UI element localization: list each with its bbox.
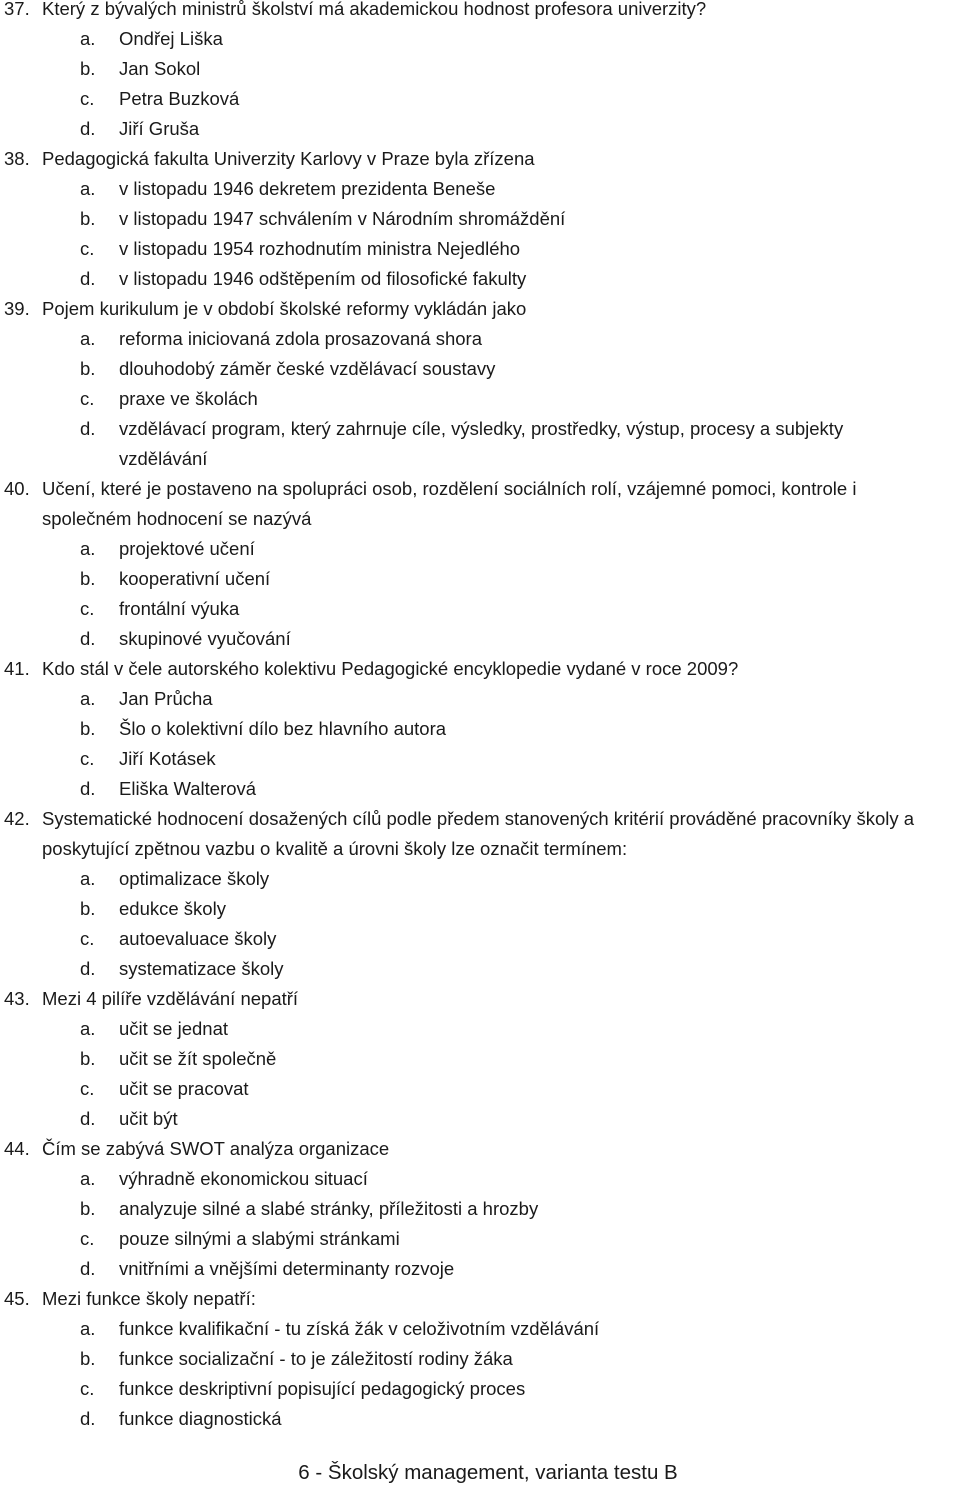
option-text: projektové učení (119, 538, 255, 559)
option-letter: b. (80, 358, 96, 379)
option-letter: c. (80, 1228, 95, 1249)
option-text: analyzuje silné a slabé stránky, příležitosti a hrozby (119, 1198, 539, 1219)
option-letter: c. (80, 928, 95, 949)
option-text: v listopadu 1946 dekretem prezidenta Beneše (119, 178, 496, 199)
option-letter: a. (80, 688, 96, 709)
question-number: 41. (4, 658, 30, 679)
option-text: učit být (119, 1108, 178, 1129)
option-letter: a. (80, 178, 96, 199)
option-text: Šlo o kolektivní dílo bez hlavního autora (119, 718, 447, 739)
option-text: vzdělávací program, který zahrnuje cíle, výsledky, prostředky, výstup, procesy a subjekty (119, 418, 844, 439)
question-number: 40. (4, 478, 30, 499)
option-letter: b. (80, 1198, 96, 1219)
option-letter: b. (80, 898, 96, 919)
question-number: 42. (4, 808, 30, 829)
option-text: funkce kvalifikační - tu získá žák v celoživotním vzdělávání (119, 1318, 600, 1339)
option-letter: c. (80, 1378, 95, 1399)
option-letter: b. (80, 568, 96, 589)
question-text: společném hodnocení se nazývá (42, 508, 312, 529)
option-letter: c. (80, 598, 95, 619)
option-text: v listopadu 1947 schválením v Národním shromáždění (119, 208, 566, 229)
option-text: vzdělávání (119, 448, 208, 469)
option-letter: d. (80, 1258, 96, 1279)
option-letter: c. (80, 748, 95, 769)
option-text: Jan Sokol (119, 58, 201, 79)
option-text: funkce deskriptivní popisující pedagogický proces (119, 1378, 526, 1399)
option-text: v listopadu 1946 odštěpením od filosofické fakulty (119, 268, 527, 289)
option-letter: a. (80, 1318, 96, 1339)
option-letter: b. (80, 208, 96, 229)
option-text: praxe ve školách (119, 388, 258, 409)
option-letter: c. (80, 388, 95, 409)
page-footer: 6 - Školský management, varianta testu B (298, 1461, 678, 1484)
option-text: Jiří Gruša (119, 118, 200, 139)
option-text: skupinové vyučování (119, 628, 291, 649)
option-text: dlouhodobý záměr české vzdělávací soustavy (119, 358, 496, 379)
option-letter: b. (80, 58, 96, 79)
option-letter: a. (80, 538, 96, 559)
option-text: Petra Buzková (119, 88, 240, 109)
question-number: 38. (4, 148, 30, 169)
option-letter: c. (80, 1078, 95, 1099)
option-text: vnitřními a vnějšími determinanty rozvoje (119, 1258, 455, 1279)
question-text: Čím se zabývá SWOT analýza organizace (42, 1138, 390, 1159)
option-text: v listopadu 1954 rozhodnutím ministra Nejedlého (119, 238, 521, 259)
option-letter: d. (80, 268, 96, 289)
option-text: funkce socializační - to je záležitostí rodiny žáka (119, 1348, 513, 1369)
option-letter: d. (80, 958, 96, 979)
question-text: Mezi 4 pilíře vzdělávání nepatří (42, 988, 299, 1009)
option-text: edukce školy (119, 898, 226, 919)
option-letter: a. (80, 28, 96, 49)
question-number: 43. (4, 988, 30, 1009)
option-letter: a. (80, 1168, 96, 1189)
question-text: Který z bývalých ministrů školství má akademickou hodnost profesora univerzity? (42, 0, 707, 19)
option-letter: b. (80, 1048, 96, 1069)
question-number: 39. (4, 298, 30, 319)
option-text: učit se pracovat (119, 1078, 249, 1099)
option-text: Eliška Walterová (119, 778, 257, 799)
option-text: kooperativní učení (119, 568, 271, 589)
question-text: Pojem kurikulum je v období školské reformy vykládán jako (42, 298, 527, 319)
option-text: pouze silnými a slabými stránkami (119, 1228, 400, 1249)
question-number: 45. (4, 1288, 30, 1309)
option-letter: d. (80, 628, 96, 649)
option-letter: a. (80, 1018, 96, 1039)
option-text: optimalizace školy (119, 868, 270, 889)
option-text: Jan Průcha (119, 688, 213, 709)
option-letter: d. (80, 418, 96, 439)
option-letter: c. (80, 88, 95, 109)
question-text: Kdo stál v čele autorského kolektivu Pedagogické encyklopedie vydané v roce 2009? (42, 658, 739, 679)
option-text: Jiří Kotásek (119, 748, 216, 769)
option-text: výhradně ekonomickou situací (119, 1168, 368, 1189)
option-text: učit se jednat (119, 1018, 229, 1039)
question-number: 44. (4, 1138, 30, 1159)
option-letter: d. (80, 118, 96, 139)
option-text: reforma iniciovaná zdola prosazovaná shora (119, 328, 483, 349)
question-text: Pedagogická fakulta Univerzity Karlovy v Praze byla zřízena (42, 148, 535, 169)
question-number: 37. (4, 0, 30, 19)
option-text: funkce diagnostická (119, 1408, 282, 1429)
option-letter: a. (80, 868, 96, 889)
option-text: Ondřej Liška (119, 28, 223, 49)
question-text: Učení, které je postaveno na spolupráci osob, rozdělení sociálních rolí, vzájemné pomoci, kontrole i (42, 478, 857, 499)
option-letter: c. (80, 238, 95, 259)
option-letter: b. (80, 718, 96, 739)
option-letter: d. (80, 778, 96, 799)
question-text: poskytující zpětnou vazbu o kvalitě a úrovni školy lze označit termínem: (42, 838, 628, 859)
question-text: Mezi funkce školy nepatří: (42, 1288, 256, 1309)
option-letter: d. (80, 1108, 96, 1129)
option-letter: a. (80, 328, 96, 349)
option-text: autoevaluace školy (119, 928, 277, 949)
option-text: frontální výuka (119, 598, 240, 619)
option-text: systematizace školy (119, 958, 284, 979)
option-letter: d. (80, 1408, 96, 1429)
option-letter: b. (80, 1348, 96, 1369)
question-text: Systematické hodnocení dosažených cílů podle předem stanovených kritérií prováděné pracovníky školy a (42, 808, 915, 829)
option-text: učit se žít společně (119, 1048, 277, 1069)
